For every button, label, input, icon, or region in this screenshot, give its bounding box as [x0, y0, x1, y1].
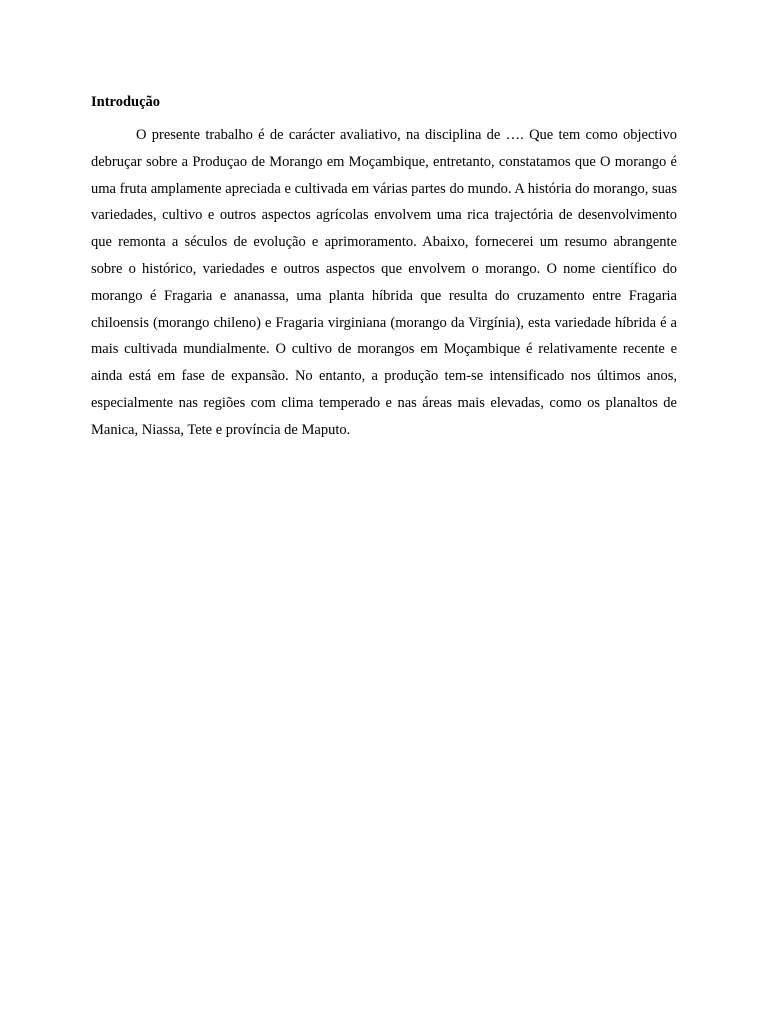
section-heading: Introdução: [91, 94, 161, 110]
document-body: [91, 92, 677, 444]
intro-paragraph: O presente trabalho é de carácter avaliativo, na disciplina de …. Que tem como objectivo debruçar sobre a Produçao de Morango em Moçambique, entretanto, constatamos que O morango é uma fruta amplamente apreciada e cultivada em várias partes do mundo. A história do morango, suas variedades, cultivo e outros aspectos agrícolas envolvem uma rica trajectória de desenvolvimento que remonta a séculos de evolução e aprimoramento. Abaixo, fornecerei um resumo abrangente sobre o histórico, variedades e outros aspectos que envolvem o morango. O nome científico do morango é Fragaria e ananassa, uma planta híbrida que resulta do cruzamento entre Fragaria chiloensis (morango chileno) e Fragaria virginiana (morango da Virgínia), esta variedade híbrida é a mais cultivada mundialmente. O cultivo de morangos em Moçambique é relativamente recente e ainda está em fase de expansão. No entanto, a produção tem-se intensificado nos últimos anos, especialmente nas regiões com clima temperado e nas áreas mais elevadas, como os planaltos de Manica, Niassa, Tete e província de Maputo.: [91, 127, 677, 438]
